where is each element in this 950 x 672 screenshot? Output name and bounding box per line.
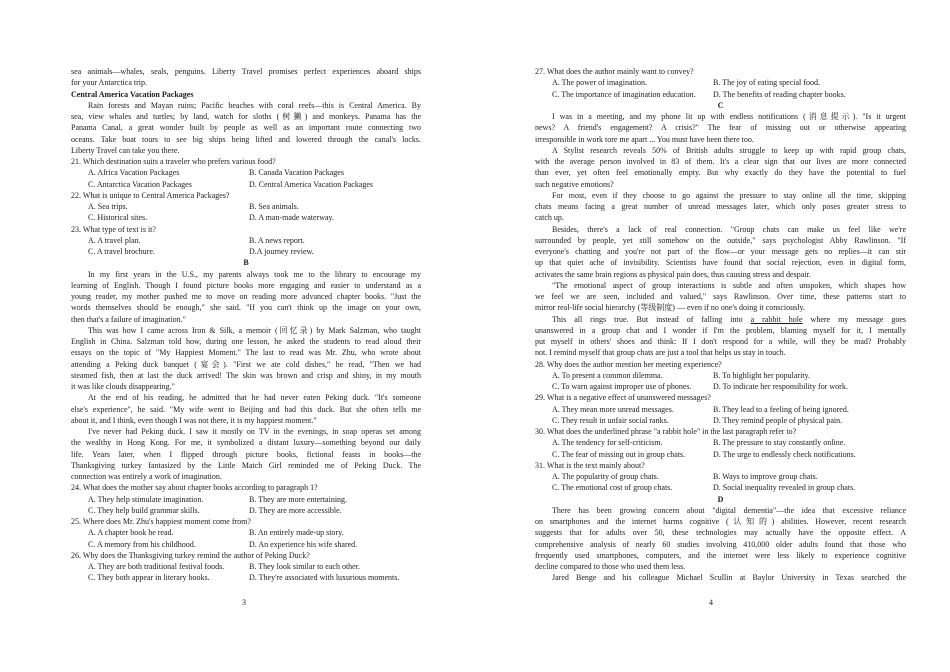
answer-option: A. To present a common dilemma. bbox=[552, 370, 663, 380]
text-line: I've never had Peking duck. I saw it mostly on TV in the evenings, in soap operas set among bbox=[88, 427, 421, 436]
answer-option: D. They are more accessible. bbox=[249, 505, 342, 515]
text-line: 27. What does the author mainly want to convey? bbox=[535, 67, 694, 76]
text-line: essays on the topic of "My Happiest Moment." The last to read was Mr. Zhu, who wrote about bbox=[71, 348, 421, 358]
answer-options-row bbox=[535, 471, 906, 482]
text-line: such negative emotions? bbox=[535, 179, 614, 189]
answer-option: A. Sea trips. bbox=[88, 202, 128, 211]
answer-option: B. They lead to a feeling of being ignored. bbox=[713, 404, 849, 414]
answer-options-row bbox=[71, 235, 421, 246]
text-line: 28. Why does the author mention her meeting experience? bbox=[535, 359, 722, 369]
text-line: unanswered in a group chat and I wonder if I'm the problem, blaming myself for it, I mentally bbox=[535, 325, 906, 335]
text-line: A Stylist research reveals 50% of British adults struggle to keep up with rapid group chats, bbox=[552, 145, 906, 155]
text-line: In my first years in the U.S., my parents always took me to the library to encourage my bbox=[88, 269, 421, 279]
answer-option: D. The urge to endlessly check notifications. bbox=[713, 449, 856, 459]
answer-option: A. The tendency for self-criticism. bbox=[552, 438, 663, 448]
text-line: 22. What is unique to Central America Packages? bbox=[71, 190, 230, 200]
text-line: 29. What is a negative effect of unanswered messages? bbox=[535, 393, 711, 403]
answer-options-row bbox=[71, 246, 421, 257]
answer-option: A. The power of imagination. bbox=[552, 78, 647, 88]
answer-option: C. Historical sites. bbox=[88, 213, 148, 223]
text-line: connection was entirely a work of imagination. bbox=[71, 472, 222, 481]
text-line: catch up. bbox=[535, 213, 564, 223]
right-text-column bbox=[535, 66, 906, 584]
text-line: Panama Canal, a great wonder built by people as well as an important route connecting two bbox=[71, 123, 421, 133]
text-line: activates the same brain regions as physical pain does, thus causing stress and despair. bbox=[535, 269, 811, 279]
answer-options-row bbox=[535, 404, 906, 415]
answer-options-row bbox=[535, 449, 906, 460]
text-line: 24. What does the mother say about chapter books according to paragraph 1? bbox=[71, 483, 318, 493]
text-line: not. I remind myself that group chats are just a tool that helps us stay in touch. bbox=[535, 348, 786, 358]
answer-options-row bbox=[71, 572, 421, 583]
text-line: decline compared to those who used them less. bbox=[535, 562, 686, 571]
text-line: Thanksgiving turkey fantasized by the Little Match Girl reminded me of Peking Duck. The bbox=[71, 460, 421, 470]
text-line: Jared Benge and his colleague Michael Scullin at Baylor University in Texas searched the bbox=[552, 573, 906, 583]
answer-options-row bbox=[535, 89, 906, 100]
text-line: Besides, there's a lack of real connection. "Group chats can make us feel like we're bbox=[552, 224, 906, 234]
underlined-phrase: a rabbit hole bbox=[750, 314, 803, 324]
answer-option: C. The emotional cost of group chats. bbox=[552, 483, 673, 493]
text-line: There has been growing concern about "digital dementia"—the idea that excessive reliance bbox=[552, 505, 906, 515]
answer-option: B. They are more entertaining. bbox=[249, 494, 348, 504]
answer-options-row bbox=[71, 212, 421, 223]
answer-option: A. A travel plan. bbox=[88, 235, 141, 245]
text-line: young reader, my mother pushed me to move on reading more advanced chapter books. "Just the bbox=[71, 292, 421, 301]
text-line: on smartphones and the internet harms cognitive (认知的) abilities. However, recent research bbox=[535, 517, 906, 526]
text-line: mirror real-life social hierarchy (等级制度) — even if no one's doing it consciously. bbox=[535, 303, 805, 313]
text-line: suggests that for adults over 50, these technologies may actually have the opposite effect. A bbox=[535, 528, 906, 538]
text-line: frequently used smartphones, computers, and the internet were less likely to experience cognitive bbox=[535, 550, 906, 560]
answer-options-row bbox=[535, 370, 906, 381]
answer-option: B. Ways to improve group chats. bbox=[713, 472, 818, 481]
text-line: for your Antarctica trip. bbox=[71, 78, 147, 88]
answer-option: C. A travel brochure. bbox=[88, 247, 155, 256]
answer-options-row bbox=[71, 539, 421, 550]
answer-option: B. They look similar to each other. bbox=[249, 562, 360, 571]
answer-options-row bbox=[71, 201, 421, 212]
answer-option: D. They remind people of physical pain. bbox=[713, 415, 843, 425]
text-line: English in China. Salzman told how, during one lesson, he asked the students to read aloud their bbox=[71, 337, 421, 346]
text-line: else's experience", he said. "My wife went to Beijing and had this duck. But she often tells me bbox=[71, 404, 421, 414]
text-line: sea, view whales and turtles; by land, watch for sloths (树獭) and monkeys. Panama has the bbox=[71, 112, 421, 121]
answer-option: B. Canada Vacation Packages bbox=[249, 168, 344, 178]
answer-option: D. To indicate her responsibility for work. bbox=[713, 382, 848, 391]
answer-option: A. They mean more unread messages. bbox=[552, 404, 674, 414]
answer-option: A. The popularity of group chats. bbox=[552, 472, 659, 481]
answer-option: C. To warn against improper use of phones. bbox=[552, 382, 692, 391]
answer-options-row bbox=[71, 494, 421, 505]
answer-option: A. Africa Vacation Packages bbox=[88, 168, 180, 178]
text-line: life. Years later, when I flipped through picture books, fictional feasts in books—the bbox=[71, 449, 421, 459]
text-line: about it, and I think, even though I was not there, it is my happiest moment." bbox=[71, 415, 317, 425]
answer-options-row bbox=[535, 415, 906, 426]
text-line: This was how I came across Iron & Silk, a memoir (回忆录) by Mark Salzman, who taught bbox=[88, 325, 421, 335]
answer-option: B. A news report. bbox=[249, 235, 305, 245]
text-line: irresponsible in work tore me apart ... You must have been there too. bbox=[535, 134, 754, 144]
text-line: then that's a failure of imagination." bbox=[71, 314, 186, 324]
answer-option: A. They are both traditional festival foods. bbox=[88, 562, 225, 571]
answer-option: D. An experience his wife shared. bbox=[249, 539, 358, 549]
text-line: it was like clouds disappearing." bbox=[71, 382, 175, 391]
answer-options-row bbox=[71, 179, 421, 190]
answer-option: D. Central America Vacation Packages bbox=[249, 179, 374, 189]
text-line: oceans. Take boat tours to see big ships being lifted and lowered through the canal's locks. bbox=[71, 134, 421, 144]
answer-option: D. They're associated with luxurious moments. bbox=[249, 573, 400, 583]
text-line: 23. What type of text is it? bbox=[71, 224, 156, 234]
text-line: 26. Why does the Thanksgiving turkey remind the author of Peking Duck? bbox=[71, 550, 310, 560]
answer-option: C. The fear of missing out in group chats. bbox=[552, 449, 686, 459]
answer-option: D.A journey review. bbox=[249, 247, 314, 256]
answer-option: C. They both appear in literary books. bbox=[88, 573, 210, 583]
section-heading: C bbox=[717, 100, 724, 110]
answer-option: A. A chapter book he read. bbox=[88, 528, 174, 538]
text-line: with the average person involved in 83 of them. It's a clear sign that our lives are more connected bbox=[535, 157, 906, 166]
text-line: up that quiet ache of invisibility. Scientists have found that social rejection, even in digital form, bbox=[535, 258, 906, 268]
section-heading: B bbox=[243, 258, 249, 268]
answer-options-row bbox=[535, 482, 906, 493]
text-line: surrounded by people, yet still somehow on the outside," says psychologist Abby Rawlinson. "If bbox=[535, 235, 906, 245]
section-heading: D bbox=[717, 494, 724, 504]
text-line: words themselves should be enough," she said. "If you can't think up the image on your own, bbox=[71, 303, 421, 313]
text-line: Rain forests and Mayan ruins; Pacific beaches with coral reefs—this is Central America. By bbox=[88, 100, 421, 110]
answer-option: D. Social inequality revealed in group chats. bbox=[713, 483, 856, 493]
text-line: 21. Which destination suits a traveler who prefers various food? bbox=[71, 157, 276, 166]
text-line: For most, even if they choose to go against the pressure to stay online all the time, skipping bbox=[552, 190, 906, 200]
text-line: sea animals—whales, seals, penguins. Liberty Travel promises perfect experiences aboard ships bbox=[71, 67, 421, 76]
answer-options-row bbox=[535, 381, 906, 392]
text-line: attending a Peking duck banquet (宴会). "First we ate cold dishes," he read, "Then we had bbox=[71, 359, 421, 369]
answer-option: C. They result in unfair social ranks. bbox=[552, 415, 669, 425]
answer-option: C. The importance of imagination education. bbox=[552, 89, 696, 99]
right-page bbox=[475, 0, 950, 672]
answer-options-row bbox=[535, 77, 906, 88]
answer-option: C. A memory from his childhood. bbox=[88, 539, 196, 549]
answer-option: D. The benefits of reading chapter books. bbox=[713, 89, 846, 99]
answer-option: C. They help build grammar skills. bbox=[88, 505, 200, 515]
answer-option: B. The joy of eating special food. bbox=[713, 78, 820, 88]
page-number: 4 bbox=[709, 598, 713, 607]
text-line: 31. What is the text mainly about? bbox=[535, 460, 645, 470]
answer-option: B. The pressure to stay constantly online. bbox=[713, 438, 846, 448]
text-line: steamed fish, then at last the duck arrived! The skin was brown and crisp and shiny, in my mouth bbox=[71, 370, 421, 380]
left-text-column bbox=[71, 66, 421, 584]
answer-option: A. They help stimulate imagination. bbox=[88, 494, 204, 504]
text-line: put myself in others' shoes and think: If I don't respond for a while, will they be mad? Probably bbox=[535, 337, 906, 346]
text-line: chats means facing a great number of unread messages later, which only poses greater stress to bbox=[535, 202, 906, 211]
text-line: 25. Where does Mr. Zhu's happiest moment come from? bbox=[71, 517, 251, 526]
page-number: 3 bbox=[242, 598, 246, 607]
text-line: At the end of his reading, he admitted that he had never eaten Peking duck. "It's someone bbox=[88, 393, 421, 403]
answer-options-row bbox=[71, 167, 421, 178]
answer-option: B. To highlight her popularity. bbox=[713, 370, 810, 380]
text-line: the wealthy in Hong Kong. For me, it symbolized a distant luxury—something beyond our daily bbox=[71, 438, 421, 448]
text-line: This all rings true. But instead of falling into a rabbit hole where my message goes bbox=[552, 314, 906, 324]
answer-option: C. Antarctica Vacation Packages bbox=[88, 179, 192, 189]
text-line: Liberty Travel can take you there. bbox=[71, 145, 180, 155]
text-line: 30. What does the underlined phrase "a rabbit hole" in the last paragraph refer to? bbox=[535, 427, 797, 436]
text-line: than ever, yet often feel emotionally empty. But why exactly do they have the potential to fuel bbox=[535, 168, 906, 178]
text-line: comprehensive analysis of nearly 60 studies involving 410,000 older adults found that those who bbox=[535, 539, 906, 549]
answer-option: D. A man-made waterway. bbox=[249, 213, 335, 223]
answer-options-row bbox=[71, 561, 421, 572]
text-line: we feel we are seen, included and valued," says Rawlinson. Over time, these patterns start to bbox=[535, 292, 906, 301]
answer-option: B. Sea animals. bbox=[249, 202, 299, 211]
answer-options-row bbox=[71, 527, 421, 538]
text-line: everyone's chatting and you're not part of the flow—or your message gets no replies—it can stir bbox=[535, 247, 906, 256]
answer-options-row bbox=[71, 505, 421, 516]
text-line: "The emotional aspect of group interactions is subtle and often unspoken, which shapes how bbox=[552, 280, 906, 290]
text-line: news? A friend's engagement? A crisis?" The fear of missing out or otherwise appearing bbox=[535, 123, 906, 133]
answer-options-row bbox=[535, 437, 906, 448]
text-line: Central America Vacation Packages bbox=[71, 89, 194, 99]
text-line: learning of English. Though I found picture books more engaging and easier to understand as a bbox=[71, 280, 421, 290]
text-line: I was in a meeting, and my phone lit up with endless notifications (消息提示). "Is it urgent bbox=[552, 112, 906, 121]
answer-option: B. An entirely made-up story. bbox=[249, 528, 344, 538]
